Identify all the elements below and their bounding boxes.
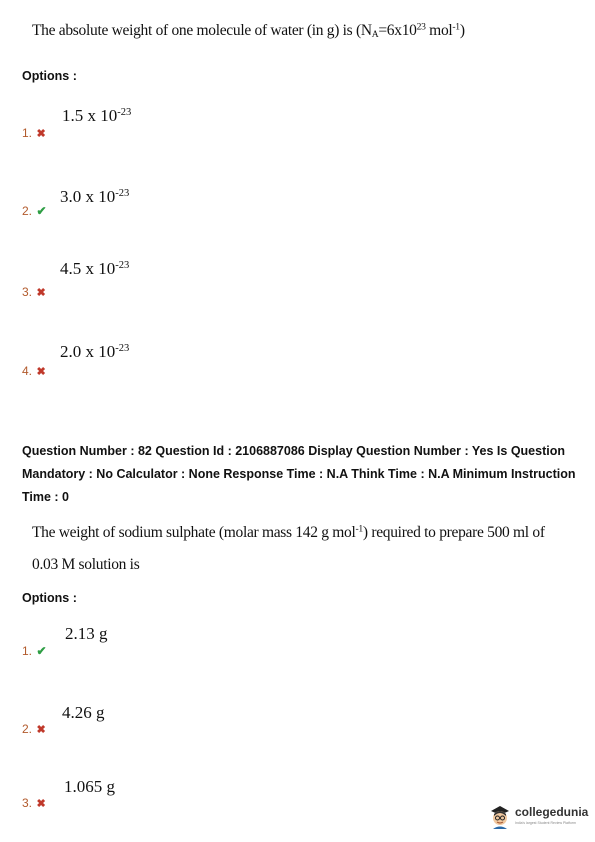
q2-option-3-marker: 3. ✖: [22, 796, 46, 810]
q1-option-3-value: 4.5 x $10^{-23}$: [60, 259, 130, 278]
cross-icon: ✖: [36, 287, 46, 299]
q1-option-4-marker: 4. ✖: [22, 364, 46, 378]
q1-option-2-value: 3.0 x $10^{-23}$: [60, 187, 130, 206]
logo-tagline: India's largest Student Review Platform: [515, 821, 576, 825]
q1-option-1-marker: 1. ✖: [22, 126, 46, 140]
cross-icon: ✖: [36, 366, 46, 378]
q2-option-2-value: 4.26 g: [62, 703, 105, 722]
cross-icon: ✖: [36, 798, 46, 810]
meta-line-3: Time : 0: [22, 490, 70, 504]
check-icon: ✔: [36, 204, 47, 218]
question-2-meta: [22, 440, 582, 509]
q2-option-2-marker: 2. ✖: [22, 722, 46, 736]
q1-option-2-marker: 2. ✔: [22, 204, 47, 218]
options-label-q1: Options :: [22, 69, 77, 83]
q1-option-4-value: 2.0 x $10^{-23}$: [60, 342, 130, 361]
q1-option-1-value: 1.5 x $10^{-23}$: [62, 106, 132, 125]
meta-line-2: Mandatory : No Calculator : None Response Time : N.A Think Time : N.A Minimum Instruction: [22, 467, 576, 481]
q2-option-3-value: 1.065 g: [64, 777, 115, 796]
question-1-text: The absolute weight of one molecule of water (in g) is ($N_A=6x10^{23}$ mol$^{-1}$): [32, 21, 465, 40]
check-icon: ✔: [36, 644, 47, 658]
q1-option-3-marker: 3. ✖: [22, 285, 46, 299]
cross-icon: ✖: [36, 724, 46, 736]
cross-icon: ✖: [36, 128, 46, 140]
collegedunia-logo: [488, 800, 588, 834]
meta-line-1: Question Number : 82 Question Id : 2106887086 Display Question Number : Yes Is Question: [22, 444, 565, 458]
q2-option-1-value: 2.13 g: [65, 624, 108, 643]
question-2-text-line-2: 0.03 M solution is: [32, 556, 140, 573]
question-2-text-line-1: The weight of sodium sulphate (molar mass 142 g mol$^{-1}$) required to prepare 500 ml of: [32, 523, 545, 541]
logo-name: collegedunia: [515, 805, 589, 819]
options-label-q2: Options :: [22, 591, 77, 605]
q2-option-1-marker: 1. ✔: [22, 644, 47, 658]
mascot-icon: [488, 802, 512, 830]
